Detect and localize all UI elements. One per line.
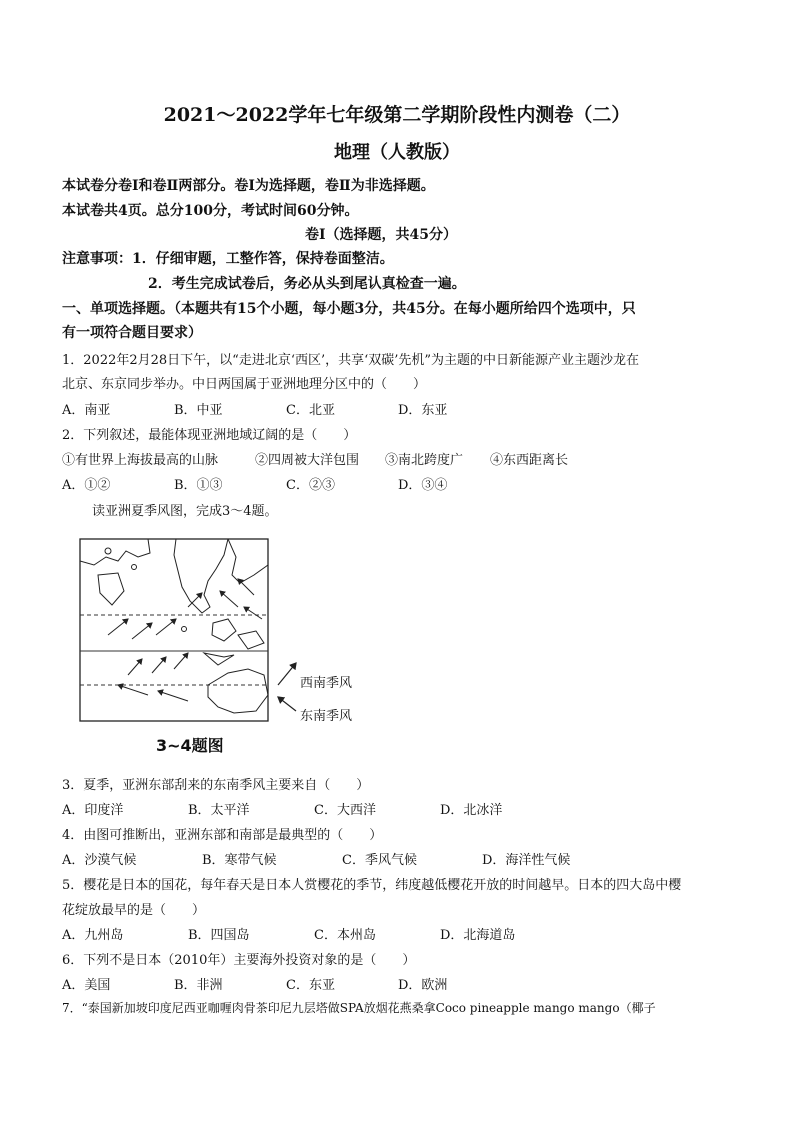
landmass [208, 669, 268, 713]
monsoon-arrow [220, 591, 238, 607]
island [105, 548, 111, 554]
q3-option-d[interactable]: D．北冰洋 [440, 803, 503, 818]
monsoon-arrow [108, 619, 128, 635]
q4-option-d[interactable]: D．海洋性气候 [482, 853, 571, 868]
q6-option-b[interactable]: B．非洲 [174, 978, 223, 993]
q2-items [62, 449, 568, 468]
map-caption: 3~4题图 [156, 736, 224, 755]
q2-item-2: ②四周被大洋包围 [255, 453, 360, 468]
q7-stem: 7．“泰国新加坡印度尼西亚咖喱肉骨茶印尼九层塔做SPA放烟花燕桑拿Coco pineapple mango mango（椰子 [62, 1001, 656, 1015]
exam-subtitle: 地理（人教版） [334, 142, 460, 163]
q5-options [62, 924, 515, 943]
legend-arrow-se [278, 697, 296, 711]
landmass [98, 573, 124, 605]
q6-option-d[interactable]: D．欧洲 [398, 978, 448, 993]
q3-options [62, 799, 502, 818]
q6-option-a[interactable]: A．美国 [62, 978, 111, 993]
notes-line-2: 2．考生完成试卷后，务必从头到尾认真检查一遍。 [148, 276, 466, 292]
landmass [174, 539, 228, 613]
landmass [204, 653, 234, 665]
monsoon-arrow [158, 691, 188, 701]
section-title: 卷Ⅰ（选择题，共45分） [305, 227, 458, 243]
q1-option-b[interactable]: B．中亚 [174, 403, 223, 418]
q1-option-d[interactable]: D．东亚 [398, 403, 448, 418]
q1-option-c[interactable]: C．北亚 [286, 403, 335, 418]
part1-heading-cont: 有一项符合题目要求） [62, 325, 202, 341]
q3-option-a[interactable]: A．印度洋 [62, 803, 124, 818]
monsoon-arrow [174, 653, 188, 669]
q4-option-c[interactable]: C．季风气候 [342, 853, 417, 868]
intro-line-1: 本试卷分卷Ⅰ和卷Ⅱ两部分。卷Ⅰ为选择题，卷Ⅱ为非选择题。 [62, 178, 435, 194]
map-frame [80, 539, 268, 721]
q2-options [62, 474, 447, 493]
q1-option-a[interactable]: A．南亚 [62, 403, 111, 418]
monsoon-arrow [152, 657, 166, 673]
exam-title: 2021～2022学年七年级第二学期阶段性内测卷（二） [163, 104, 631, 126]
q2-stem: 2．下列叙述，最能体现亚洲地域辽阔的是（ ） [62, 428, 357, 443]
q6-stem: 6．下列不是日本（2010年）主要海外投资对象的是（ ） [62, 953, 416, 968]
notes-line-1: 注意事项：1．仔细审题，工整作答，保持卷面整洁。 [62, 251, 394, 267]
monsoon-map-svg [78, 535, 378, 767]
map-instruction: 读亚洲夏季风图，完成3～4题。 [92, 504, 278, 519]
island [132, 565, 137, 570]
landmass [238, 631, 264, 649]
monsoon-arrow [156, 619, 176, 635]
legend-southeast-monsoon: 东南季风 [300, 709, 353, 724]
q2-item-4: ④东西距离长 [490, 453, 569, 468]
q1-options [62, 399, 447, 418]
q2-option-a[interactable]: A．①② [62, 478, 111, 493]
intro-line-2: 本试卷共4页。总分100分，考试时间60分钟。 [62, 203, 359, 219]
part1-heading: 一、单项选择题。（本题共有15个小题，每小题3分，共45分。在每小题所给四个选项中，只 [62, 301, 636, 317]
monsoon-arrow [118, 685, 148, 695]
monsoon-map-figure [78, 535, 378, 767]
q6-options [62, 974, 447, 993]
landmass [228, 539, 268, 583]
q6-option-c[interactable]: C．东亚 [286, 978, 335, 993]
monsoon-arrow [244, 607, 262, 619]
monsoon-arrow [132, 623, 152, 639]
q5-stem: 5．樱花是日本的国花，每年春天是日本人赏樱花的季节，纬度越低樱花开放的时间越早。日本的四大岛中樱 [62, 878, 682, 893]
legend-southwest-monsoon: 西南季风 [300, 676, 353, 691]
q3-option-c[interactable]: C．大西洋 [314, 803, 376, 818]
q2-option-d[interactable]: D．③④ [398, 478, 448, 493]
landmass [212, 619, 236, 641]
q4-option-b[interactable]: B．寒带气候 [202, 853, 277, 868]
q5-option-b[interactable]: B．四国岛 [188, 928, 250, 943]
q1-stem: 1．2022年2月28日下午，以“走进北京‘西区’，共享‘双碳’先机”为主题的中日新能源产业主题沙龙在 [62, 353, 639, 368]
island [182, 627, 187, 632]
q5-option-c[interactable]: C．本州岛 [314, 928, 376, 943]
q5-option-a[interactable]: A．九州岛 [62, 928, 124, 943]
monsoon-arrow [128, 659, 142, 675]
q2-item-1: ①有世界上海拔最高的山脉 [62, 453, 219, 468]
monsoon-arrow [238, 579, 254, 595]
monsoon-arrow [188, 593, 202, 607]
landmass [80, 539, 150, 565]
q5-stem-cont: 花绽放最早的是（ ） [62, 903, 206, 918]
q4-stem: 4．由图可推断出，亚洲东部和南部是最典型的（ ） [62, 828, 383, 843]
q5-option-d[interactable]: D．北海道岛 [440, 928, 516, 943]
q1-stem-cont: 北京、东京同步举办。中日两国属于亚洲地理分区中的（ ） [62, 377, 427, 392]
q2-option-b[interactable]: B．①③ [174, 478, 223, 493]
legend-arrow-sw [278, 663, 296, 685]
q3-stem: 3．夏季，亚洲东部刮来的东南季风主要来自（ ） [62, 778, 370, 793]
q4-options [62, 849, 570, 868]
q2-option-c[interactable]: C．②③ [286, 478, 335, 493]
q2-item-3: ③南北跨度广 [385, 453, 464, 468]
q4-option-a[interactable]: A．沙漠气候 [62, 853, 137, 868]
q3-option-b[interactable]: B．太平洋 [188, 803, 250, 818]
